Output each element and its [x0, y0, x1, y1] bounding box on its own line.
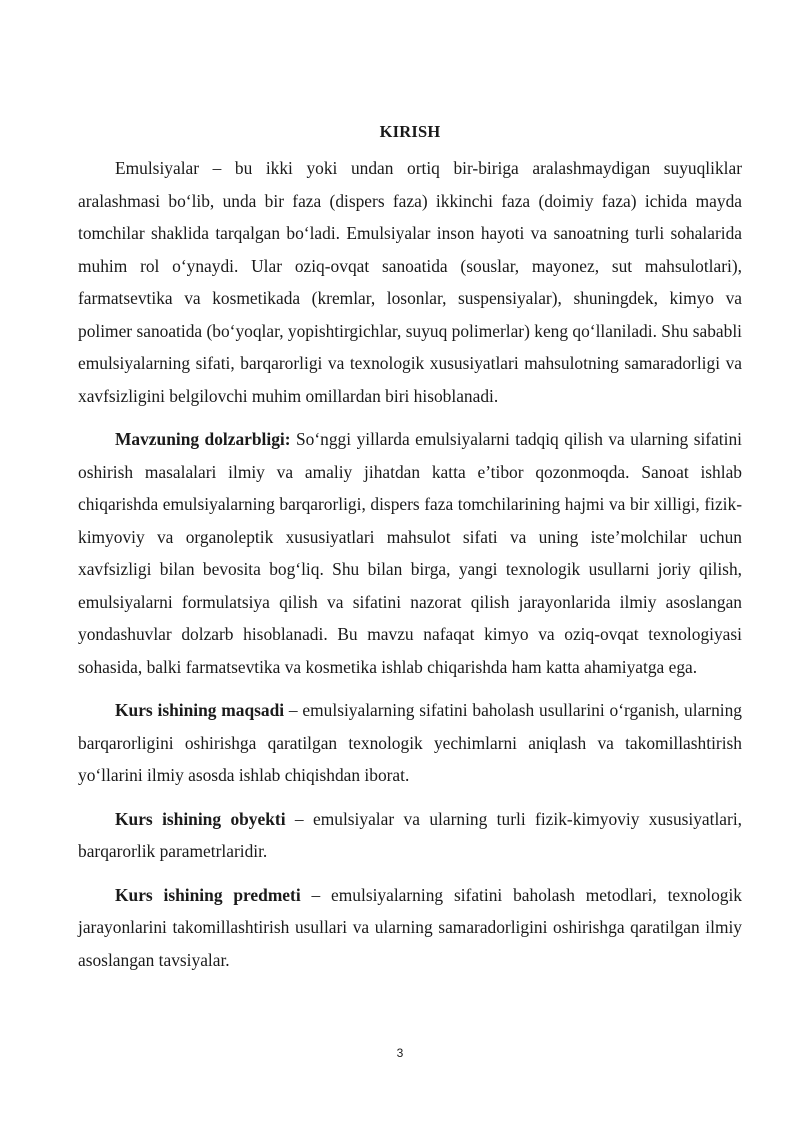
page-number: 3 [396, 1046, 404, 1060]
paragraph-text: Emulsiyalar – bu ikki yoki undan ortiq bir-biriga aralashmaydigan suyuqliklar aralashmasi bo‘lib, unda bir faza (dispers faza) ikkinchi faza (doimiy faza) ichida mayda tomchilar shaklida tarqalgan bo‘ladi. Emulsiyalar inson hayoti va sanoatning turli sohalarida muhim rol o‘ynaydi. Ular oziq-ovqat sanoatida (souslar, mayonez, sut mahsulotlari), farmatsevtika va kosmetikada (kremlar, losonlar, suspensiyalar), shuningdek, kimyo va polimer sanoatida (bo‘yoqlar, yopishtirgichlar, suyuq polimerlar) keng qo‘llaniladi. Shu sababli emulsiyalarning sifati, barqarorligi va texnologik xususiyatlari mahsulotning samaradorligi va xavfsizligini belgilovchi muhim omillardan biri hisoblanadi. [78, 158, 742, 406]
paragraph-relevance [78, 423, 742, 683]
paragraph-lead: Mavzuning dolzarbligi: [115, 429, 291, 449]
paragraph-text: So‘nggi yillarda emulsiyalarni tadqiq qilish va ularning sifatini oshirish masalalari ilmiy va amaliy jihatdan katta e’tibor qozonmoqda. Sanoat ishlab chiqarishda emulsiyalarning barqarorligi, dispers faza tomchilarining hajmi va bir xilligi, fizik-kimyoviy va organoleptik xususiyatlari mahsulot sifati va uning iste’molchilar uchun xavfsizligi bilan bevosita bog‘liq. Shu bilan birga, yangi texnologik usullarni joriy qilish, emulsiyalarni formulatsiya qilish va sifatini nazorat qilish jarayonlarida ilmiy asoslangan yondashuvlar dolzarb hisoblanadi. Bu mavzu nafaqat kimyo va oziq-ovqat texnologiyasi sohasida, balki farmatsevtika va kosmetika ishlab chiqarishda ham katta ahamiyatga ega. [78, 429, 742, 677]
paragraph-text: – emulsiyalarning sifatini baholash usullarini o‘rganish, ularning barqarorligini oshirishga qaratilgan texnologik yechimlarni aniqlash va takomillashtirish yo‘llarini ilmiy asosda ishlab chiqishdan iborat. [78, 700, 742, 785]
paragraph-subject [78, 879, 742, 977]
document-body [78, 116, 742, 987]
paragraph-lead: Kurs ishining predmeti [115, 884, 301, 905]
paragraph-text: – emulsiyalar va ularning turli fizik-kimyoviy xususiyatlari, barqarorlik parametrlaridir. [78, 808, 743, 861]
paragraph-lead: Kurs ishining obyekti [115, 808, 286, 829]
section-title: KIRISH [379, 122, 441, 141]
paragraph-object [78, 803, 742, 868]
paragraph-lead: Kurs ishining maqsadi [115, 700, 285, 720]
paragraph-introduction [78, 152, 742, 412]
paragraph-text: – emulsiyalarning sifatini baholash metodlari, texnologik jarayonlarini takomillashtirish usullari va ularning samaradorligini oshirishga qaratilgan ilmiy asoslangan tavsiyalar. [78, 884, 742, 970]
paragraph-goal [78, 694, 742, 792]
